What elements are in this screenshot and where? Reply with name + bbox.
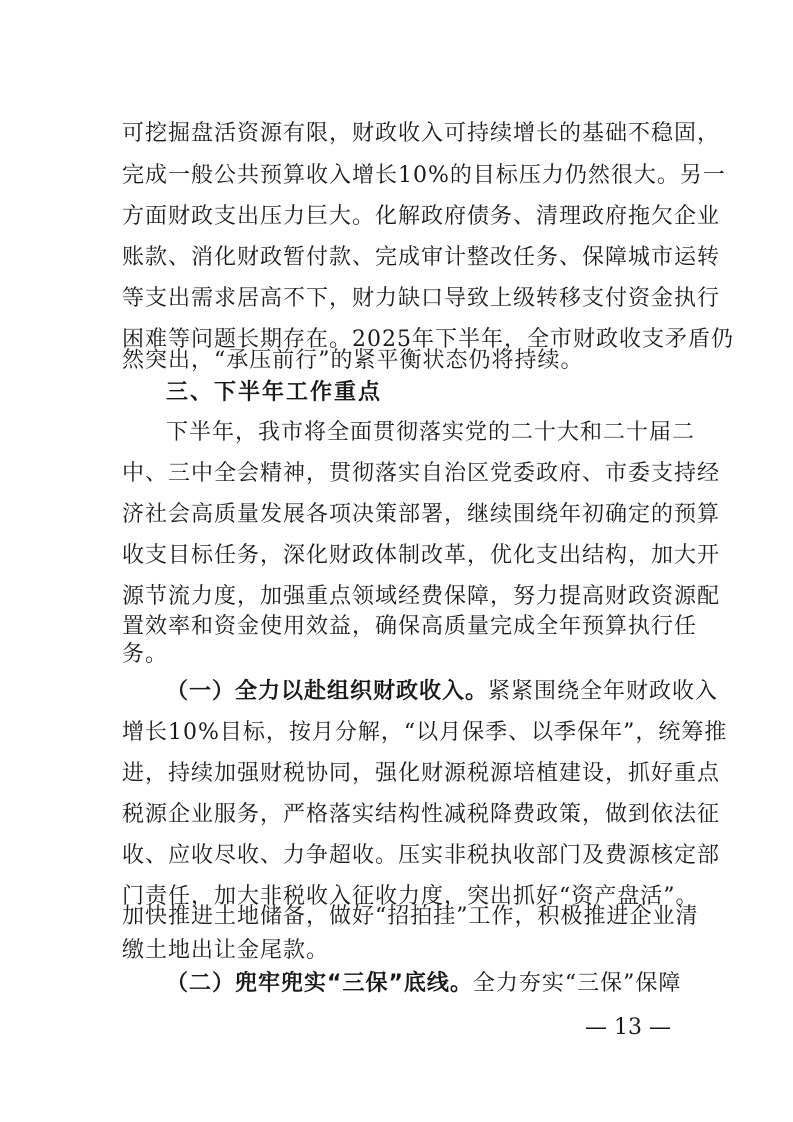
- paragraph-line: 税源企业服务，严格落实结构性减税降费政策，做到依法征: [122, 802, 721, 827]
- paragraph-line: 缴土地出让金尾款。: [122, 938, 330, 963]
- paragraph-line: 进，持续加强财税协同，强化财源税源培植建设，抓好重点: [122, 761, 721, 786]
- item-one-title: （一）全力以赴组织财政收入。: [166, 679, 489, 704]
- paragraph-line: 可挖掘盘活资源有限，财政收入可持续增长的基础不稳固，: [122, 121, 721, 146]
- paragraph-line: 方面财政支出压力巨大。化解政府债务、清理政府拖欠企业: [122, 204, 721, 229]
- item-one-text: 紧紧围绕全年财政收入: [488, 679, 719, 704]
- paragraph-line: 门责任，加大非税收入征收力度，突出抓好“资产盘活”。: [122, 884, 699, 909]
- paragraph-line: 账款、消化财政暂付款、完成审计整改任务、保障城市运转: [122, 245, 721, 270]
- page-number: — 13 —: [585, 1015, 671, 1040]
- paragraph-line: 下半年，我市将全面贯彻落实党的二十大和二十届二: [166, 420, 696, 445]
- item-two-first-line: [166, 969, 682, 999]
- section-heading: 三、下半年工作重点: [166, 380, 383, 405]
- paragraph-line: 困难等问题长期存在。2025年下半年，全市财政收支矛盾仍: [122, 327, 734, 352]
- paragraph-line: 中、三中全会精神，贯彻落实自治区党委政府、市委支持经: [122, 461, 721, 486]
- paragraph-line: 源节流力度，加强重点领域经费保障，努力提高财政资源配: [122, 584, 721, 609]
- item-two-text: 全力夯实“三保”保障: [472, 971, 682, 996]
- item-one-first-line: [166, 677, 719, 707]
- paragraph-line: 等支出需求居高不下，财力缺口导致上级转移支付资金执行: [122, 286, 721, 311]
- paragraph-line: 加快推进土地储备，做好“招拍挂”工作，积极推进企业清: [122, 904, 699, 929]
- item-two-title: （二）兜牢兜实“三保”底线。: [166, 971, 473, 996]
- paragraph-line: 置效率和资金使用效益，确保高质量完成全年预算执行任: [122, 614, 698, 639]
- paragraph-line: 然突出，“承压前行”的紧平衡状态仍将持续。: [122, 348, 584, 373]
- paragraph-line: 务。: [122, 642, 169, 667]
- paragraph-line: 增长10%目标，按月分解，“以月保季、以季保年”，统筹推: [122, 720, 728, 745]
- paragraph-line: 济社会高质量发展各项决策部署，继续围绕年初确定的预算: [122, 502, 721, 527]
- paragraph-line: 收支目标任务，深化财政体制改革，优化支出结构，加大开: [122, 543, 721, 568]
- paragraph-line: 完成一般公共预算收入增长10%的目标压力仍然很大。另一: [122, 163, 726, 188]
- paragraph-line: 收、应收尽收、力争超收。压实非税执收部门及费源核定部: [122, 843, 721, 868]
